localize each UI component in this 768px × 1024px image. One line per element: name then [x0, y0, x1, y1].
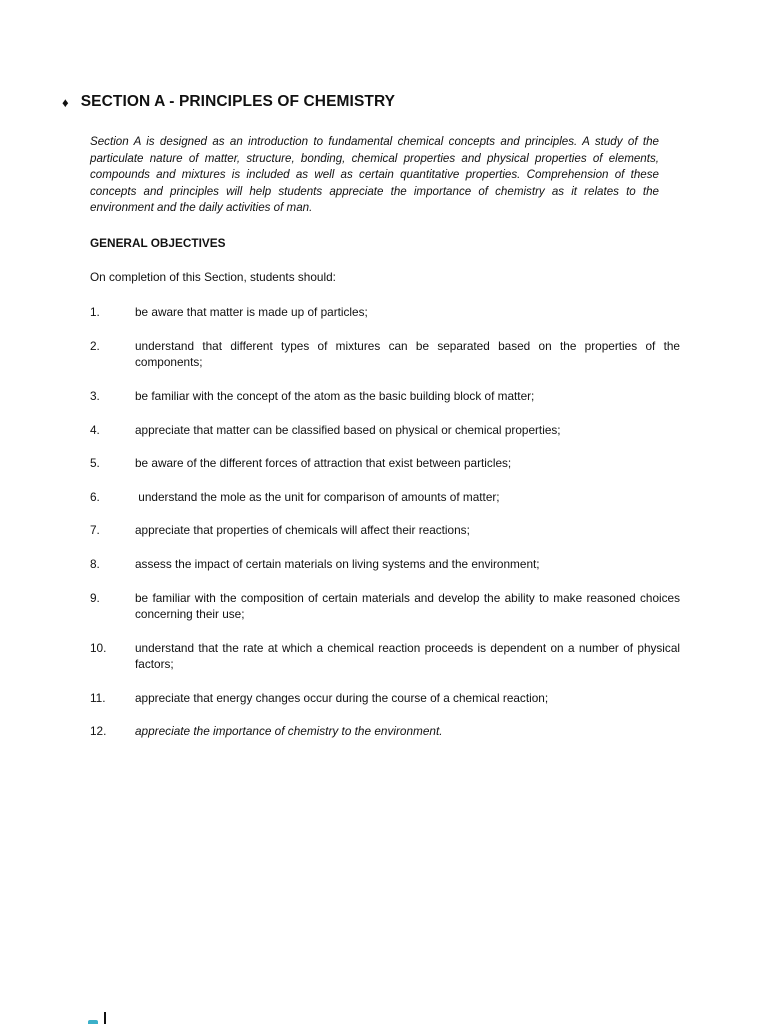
objective-text: be familiar with the composition of certain materials and develop the ability to make reasoned choices concerning their use; [135, 591, 680, 621]
objective-number: 11. [90, 691, 106, 705]
objective-text: be aware of the different forces of attraction that exist between particles; [135, 456, 512, 470]
objective-text: understand that different types of mixtures can be separated based on the properties of the components; [135, 339, 680, 369]
objective-text: understand that the rate at which a chemical reaction proceeds is dependent on a number of physical factors; [135, 641, 680, 671]
objective-number: 7. [90, 523, 100, 537]
objective-text: assess the impact of certain materials on living systems and the environment; [135, 557, 540, 571]
objectives-heading: GENERAL OBJECTIVES [90, 236, 226, 250]
objective-number: 6. [90, 490, 100, 504]
objective-number: 4. [90, 423, 100, 437]
section-heading [62, 93, 395, 111]
objectives-lead: On completion of this Section, students should: [90, 270, 336, 284]
objective-number: 5. [90, 456, 100, 470]
objective-item [90, 304, 680, 320]
objective-item [90, 690, 680, 706]
objective-text: be aware that matter is made up of particles; [135, 305, 368, 319]
objective-text: appreciate that matter can be classified based on physical or chemical properties; [135, 423, 561, 437]
objective-text: appreciate the importance of chemistry to the environment. [135, 724, 443, 738]
objective-item [90, 338, 680, 370]
section-title: SECTION A - PRINCIPLES OF CHEMISTRY [80, 93, 396, 110]
section-intro: Section A is designed as an introduction to fundamental chemical concepts and principles. A study of the particulate nature of matter, structure, bonding, chemical properties and physical properties of elements, compounds and mixtures is included as well as certain quantitative properties. Comprehension of these concepts and principles will help students appreciate the importance of chemistry as it relates to the environment and the daily activities of man. [90, 135, 659, 214]
objective-text: be familiar with the concept of the atom as the basic building block of matter; [135, 389, 535, 403]
objective-number: 8. [90, 557, 100, 571]
objective-item [90, 590, 680, 622]
objective-number: 3. [90, 389, 100, 403]
objective-text: appreciate that properties of chemicals will affect their reactions; [135, 523, 470, 537]
objective-number: 1. [90, 305, 100, 319]
objective-number: 12. [90, 724, 107, 738]
objective-number: 2. [90, 339, 100, 353]
objective-text: understand the mole as the unit for comparison of amounts of matter; [135, 490, 500, 504]
objective-item [90, 640, 680, 672]
objective-number: 9. [90, 591, 100, 605]
objective-text: appreciate that energy changes occur during the course of a chemical reaction; [135, 691, 549, 705]
objective-item [90, 522, 680, 538]
objective-item [90, 388, 680, 404]
objective-item [90, 455, 680, 471]
objective-item [90, 723, 680, 739]
footer-mark [88, 1012, 106, 1024]
objective-item [90, 556, 680, 572]
logo-fragment-icon [88, 1020, 98, 1024]
objective-item [90, 489, 680, 505]
objective-number: 10. [90, 641, 107, 655]
footer-divider [104, 1012, 106, 1024]
diamond-icon: ♦ [62, 94, 69, 110]
objective-item [90, 422, 680, 438]
